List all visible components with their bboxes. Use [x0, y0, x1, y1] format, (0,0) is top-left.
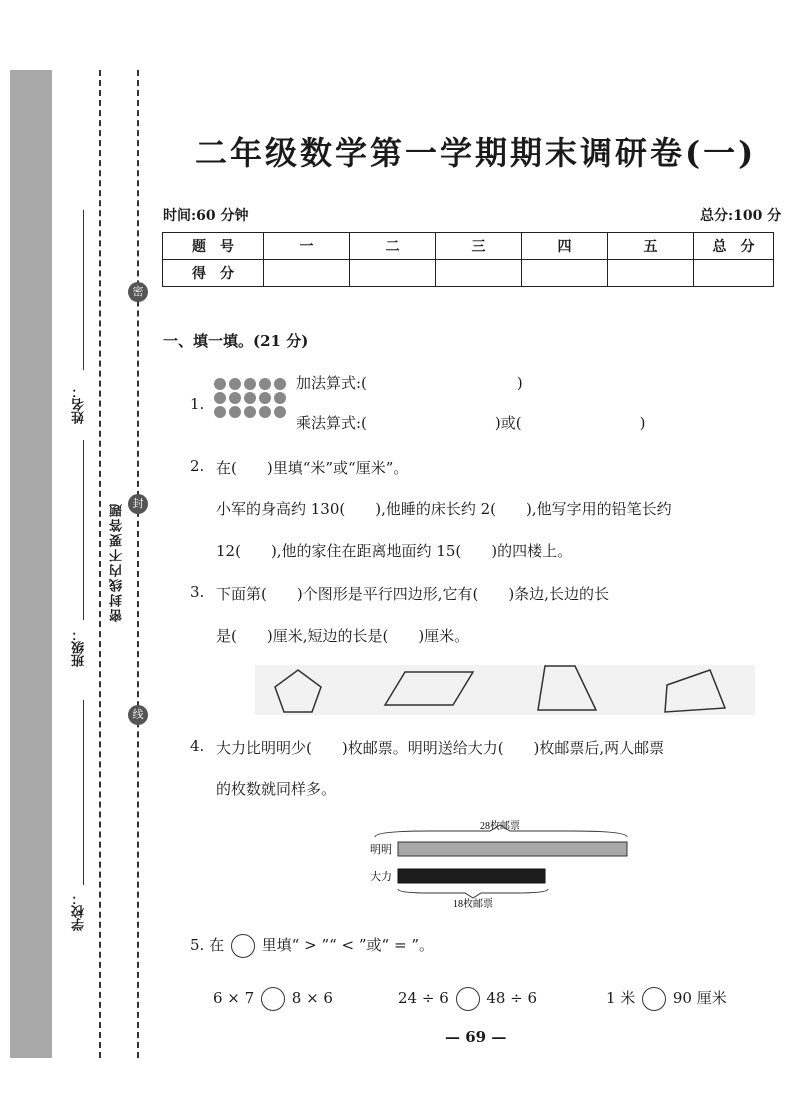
dot: [244, 392, 256, 404]
q5-intro-b: 里填“ > ”“ < ”或“ = ”。: [261, 936, 434, 954]
compare-item-1: [213, 987, 333, 1011]
compare-circle[interactable]: [642, 987, 666, 1011]
section-1-title: 一、填一填。(21 分): [163, 332, 309, 350]
dot: [274, 406, 286, 418]
mingming-bar: [398, 842, 627, 856]
seal-mi: 密: [128, 282, 148, 302]
dot: [259, 392, 271, 404]
q2-line-1[interactable]: 在( )里填“米”或“厘米”。: [216, 459, 409, 477]
compare-left: 1 米: [606, 989, 636, 1007]
compare-right: 8 × 6: [291, 989, 333, 1007]
school-label: 学校：: [72, 892, 87, 931]
score-table: [162, 232, 774, 287]
dot: [229, 406, 241, 418]
page-number: — 69 —: [445, 1028, 507, 1046]
score-input-cell[interactable]: [436, 260, 522, 287]
dot: [274, 378, 286, 390]
score-input-cell[interactable]: [608, 260, 694, 287]
q3-line-1[interactable]: 下面第( )个图形是平行四边形,它有( )条边,长边的长: [216, 585, 609, 603]
dot: [229, 392, 241, 404]
trapezoid-shape: [538, 666, 596, 710]
pentagon-shape: [275, 670, 321, 712]
table-cell: 二: [350, 233, 436, 260]
table-cell: 一: [264, 233, 350, 260]
dot: [229, 378, 241, 390]
dot: [274, 392, 286, 404]
compare-circle-example: [231, 934, 255, 958]
q2-line-2[interactable]: 小军的身高约 130( ),他睡的床长约 2( ),他写字用的铅笔长约: [216, 500, 672, 518]
binding-strip: [10, 70, 52, 1058]
q1-mul-label: 乘法算式:(: [296, 414, 367, 432]
dot: [244, 406, 256, 418]
q2-line-3[interactable]: 12( ),他的家住在距离地面约 15( )的四楼上。: [216, 542, 573, 560]
page-title: 二年级数学第一学期期末调研卷(一): [195, 134, 757, 172]
seal-feng: 封: [128, 494, 148, 514]
binding-dash-line-2: [137, 70, 139, 1058]
q4-number: 4.: [190, 737, 205, 755]
dot: [214, 392, 226, 404]
compare-item-3: [606, 987, 727, 1011]
school-field[interactable]: [83, 700, 84, 885]
q1-add-close: ): [516, 374, 523, 392]
stamp-bar-diagram: [370, 815, 640, 910]
stamp-top-label: 28枚邮票: [480, 821, 520, 832]
table-cell: 五: [608, 233, 694, 260]
table-cell: 题 号: [163, 233, 264, 260]
mingming-label: 明明: [370, 844, 392, 856]
table-cell: 总 分: [694, 233, 774, 260]
class-field[interactable]: [83, 440, 84, 620]
binding-dash-line-1: [99, 70, 101, 1058]
table-cell: 得 分: [163, 260, 264, 287]
q1-mul-or: )或(: [494, 414, 522, 432]
stamp-bottom-label: 18枚邮票: [453, 899, 493, 910]
q5-intro-a: 在: [209, 936, 225, 954]
compare-left: 24 ÷ 6: [398, 989, 449, 1007]
q3-line-2[interactable]: 是( )厘米,短边的长是( )厘米。: [216, 627, 470, 645]
total-score-info: 总分:100 分: [700, 208, 782, 224]
q2-number: 2.: [190, 457, 205, 475]
score-input-cell[interactable]: [522, 260, 608, 287]
compare-circle[interactable]: [456, 987, 480, 1011]
compare-left: 6 × 7: [213, 989, 255, 1007]
q1-number: 1.: [190, 395, 205, 413]
q5-intro: [190, 934, 434, 958]
table-cell: 四: [522, 233, 608, 260]
class-label: 班级：: [72, 628, 87, 667]
compare-circle[interactable]: [261, 987, 285, 1011]
dali-label: 大力: [370, 871, 392, 883]
seal-xian: 线: [128, 705, 148, 725]
bottom-brace: [398, 889, 548, 898]
dot: [214, 378, 226, 390]
compare-item-2: [398, 987, 537, 1011]
score-table-header-row: [163, 233, 774, 260]
score-table-score-row: [163, 260, 774, 287]
score-input-cell[interactable]: [264, 260, 350, 287]
dot-array: [214, 378, 286, 418]
name-field[interactable]: [83, 210, 84, 370]
q1-add-label: 加法算式:(: [296, 374, 367, 392]
q3-number: 3.: [190, 583, 205, 601]
score-input-cell[interactable]: [694, 260, 774, 287]
time-info: 时间:60 分钟: [163, 208, 249, 224]
table-cell: 三: [436, 233, 522, 260]
score-input-cell[interactable]: [350, 260, 436, 287]
dot: [259, 378, 271, 390]
dali-bar: [398, 869, 545, 883]
compare-right: 48 ÷ 6: [486, 989, 538, 1007]
parallelogram-shape: [385, 672, 473, 705]
q4-line-1[interactable]: 大力比明明少( )枚邮票。明明送给大力( )枚邮票后,两人邮票: [216, 739, 665, 757]
q4-line-2: 的枚数就同样多。: [216, 780, 337, 798]
q5-number: 5.: [190, 936, 205, 954]
q1-mul-close: ): [639, 414, 646, 432]
quadrilateral-shape: [665, 670, 725, 712]
dot: [244, 378, 256, 390]
name-label: 姓名：: [72, 385, 87, 424]
q1-multiplication-line: [296, 412, 645, 434]
binding-notice: 密封线内不要答题: [110, 502, 125, 622]
shapes-figure: [255, 660, 755, 720]
dot: [259, 406, 271, 418]
compare-right: 90 厘米: [672, 989, 727, 1007]
q1-addition-line: [296, 372, 523, 394]
dot: [214, 406, 226, 418]
